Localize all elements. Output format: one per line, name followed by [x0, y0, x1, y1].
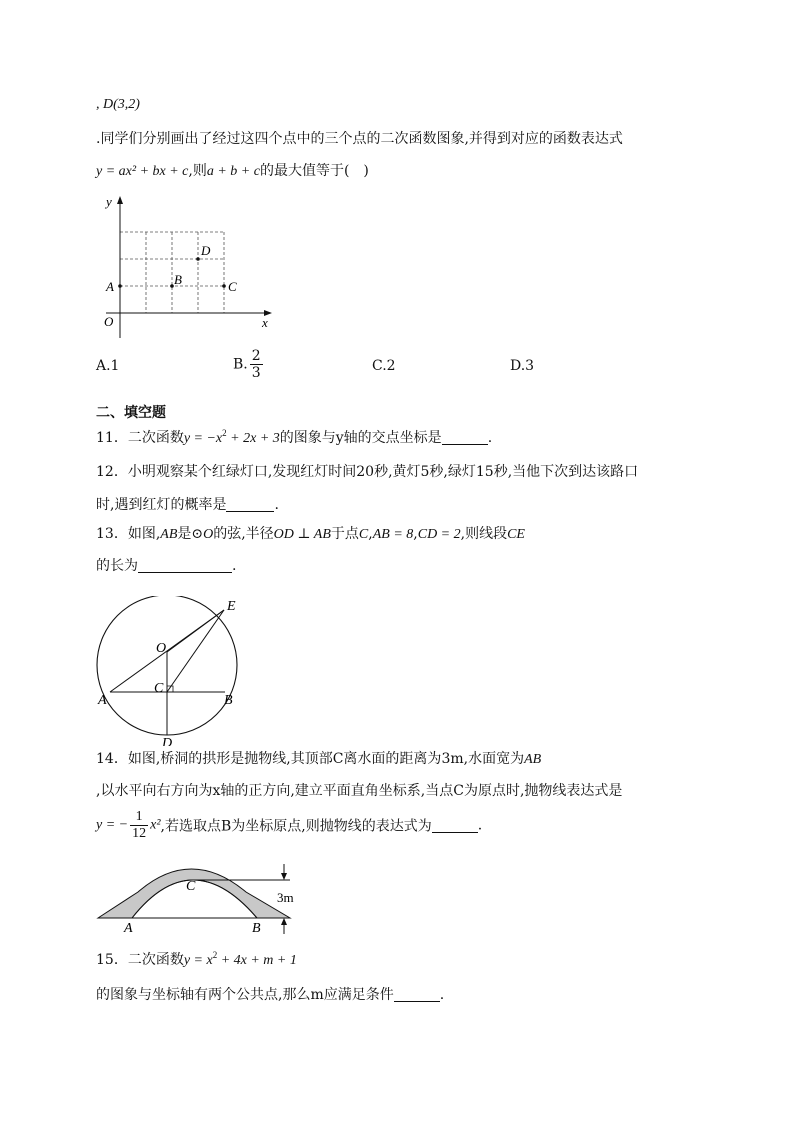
- q13-segment-ce: [167, 610, 224, 692]
- q13-line2-text: 的长为: [96, 558, 138, 574]
- q14-height-arrow-top: [281, 864, 287, 880]
- q10-option-d: D.3: [510, 358, 535, 374]
- q12-end: .: [274, 497, 279, 513]
- q13-answer-blank[interactable]: [138, 558, 232, 573]
- q10-ask-prefix: ,则: [188, 163, 207, 179]
- q14-line2: ,以水平向右方向为x轴的正方向,建立平面直角坐标系,当点C为原点时,抛物线表达式是: [96, 783, 623, 799]
- q10-stem: .同学们分别画出了经过这四个点中的三个点的二次函数图象,并得到对应的函数表达式: [96, 131, 623, 147]
- q11-tail: 的图象与y轴的交点坐标是: [279, 430, 442, 446]
- q10-ask-suffix: 的最大值等于( ): [259, 163, 369, 179]
- q13-label-d: D: [162, 736, 173, 746]
- q10-point-d-dot: [196, 257, 200, 261]
- q14-label-c: C: [186, 879, 196, 894]
- q15-end: .: [439, 987, 445, 1003]
- q11: [96, 427, 492, 447]
- q14-answer-blank[interactable]: [432, 818, 478, 833]
- q14-label-height: 3m: [277, 890, 294, 905]
- q10-grid-figure: [96, 190, 286, 340]
- q10-x-axis: [106, 310, 272, 316]
- q10-y-axis: [117, 196, 123, 338]
- q14-label-a: A: [124, 921, 133, 936]
- q10-ask: [96, 160, 369, 180]
- q10-option-b-label: B.: [233, 356, 248, 373]
- q14-label-b: B: [252, 921, 261, 936]
- q13-label-o: O: [156, 641, 167, 656]
- q10-point-a: [118, 284, 122, 288]
- q11-expr: $y = -x^2 + 2x + 3$: [183, 428, 280, 446]
- q10-label-b: B: [174, 272, 182, 287]
- q11-answer-blank[interactable]: [442, 430, 488, 445]
- q14-height-arrow-bottom: [281, 918, 287, 934]
- q14-line3: y = − $\frac{1}{12}$ x²,若选取点B为坐标原点,则抛物线的表达式为 .: [96, 809, 483, 841]
- q14-line1: 14．如图,桥洞的拱形是抛物线,其顶部C离水面的距离为3m,水面宽为AB: [96, 751, 542, 767]
- q10-axis-x-label: x: [262, 315, 268, 330]
- q13-end: .: [232, 558, 237, 574]
- q14-fraction: $\frac{1}{12}$: [132, 809, 147, 841]
- q12-line2: [96, 494, 279, 514]
- q10-label-c: C: [228, 279, 237, 294]
- q11-end: .: [487, 430, 493, 446]
- q10-option-a: A.1: [96, 358, 120, 374]
- q15-expr: $y = x^2 + 4x + m + 1$: [183, 950, 297, 968]
- q10-label-d: D: [201, 243, 211, 258]
- q15-line2-text: 的图象与坐标轴有两个公共点,那么m应满足条件: [96, 987, 394, 1003]
- q10-option-c: C.2: [372, 358, 396, 374]
- q10-point-c: [222, 284, 226, 288]
- q15-line1: 15．二次函数$y = x^2 + 4x + m + 1$: [96, 950, 297, 968]
- q12-answer-blank[interactable]: [226, 497, 274, 512]
- q11-label: 11．二次函数: [96, 430, 184, 446]
- q10-axis-y-label: y: [106, 194, 112, 209]
- q13-line1: 13．如图,AB是⊙O的弦,半径OD ⊥ AB于点C,AB = 8,CD = 2,则线段CE: [96, 526, 525, 542]
- q14-bridge-figure: [94, 852, 304, 936]
- q13-circle-figure: [90, 596, 250, 746]
- q10-expr: y = ax² + bx + c: [96, 164, 189, 179]
- q13-label-b: B: [224, 693, 233, 708]
- q12-line2-text: 时,遇到红灯的概率是: [96, 497, 227, 513]
- q10-origin-label: O: [104, 314, 114, 329]
- section-title: 二、填空题: [96, 405, 166, 421]
- q13-line2: [96, 555, 236, 575]
- q10-ask-expr: a + b + c: [206, 164, 260, 179]
- q10-point-d: , D(3,2): [96, 97, 140, 112]
- q12-line1: 12．小明观察某个红绿灯口,发现红灯时间20秒,黄灯5秒,绿灯15秒,当他下次到达该路口: [96, 464, 639, 480]
- q13-label-e: E: [227, 599, 236, 614]
- q10-option-b-fraction: $\frac{2}{3}$: [251, 348, 261, 381]
- q15-answer-blank[interactable]: [394, 987, 440, 1002]
- q15-line2: [96, 984, 444, 1004]
- q13-label-c: C: [154, 681, 164, 696]
- q13-label-a: A: [98, 693, 107, 708]
- q10-option-b: [233, 348, 265, 381]
- q10-label-a: A: [106, 279, 114, 294]
- q13-segment-oe: [167, 610, 224, 652]
